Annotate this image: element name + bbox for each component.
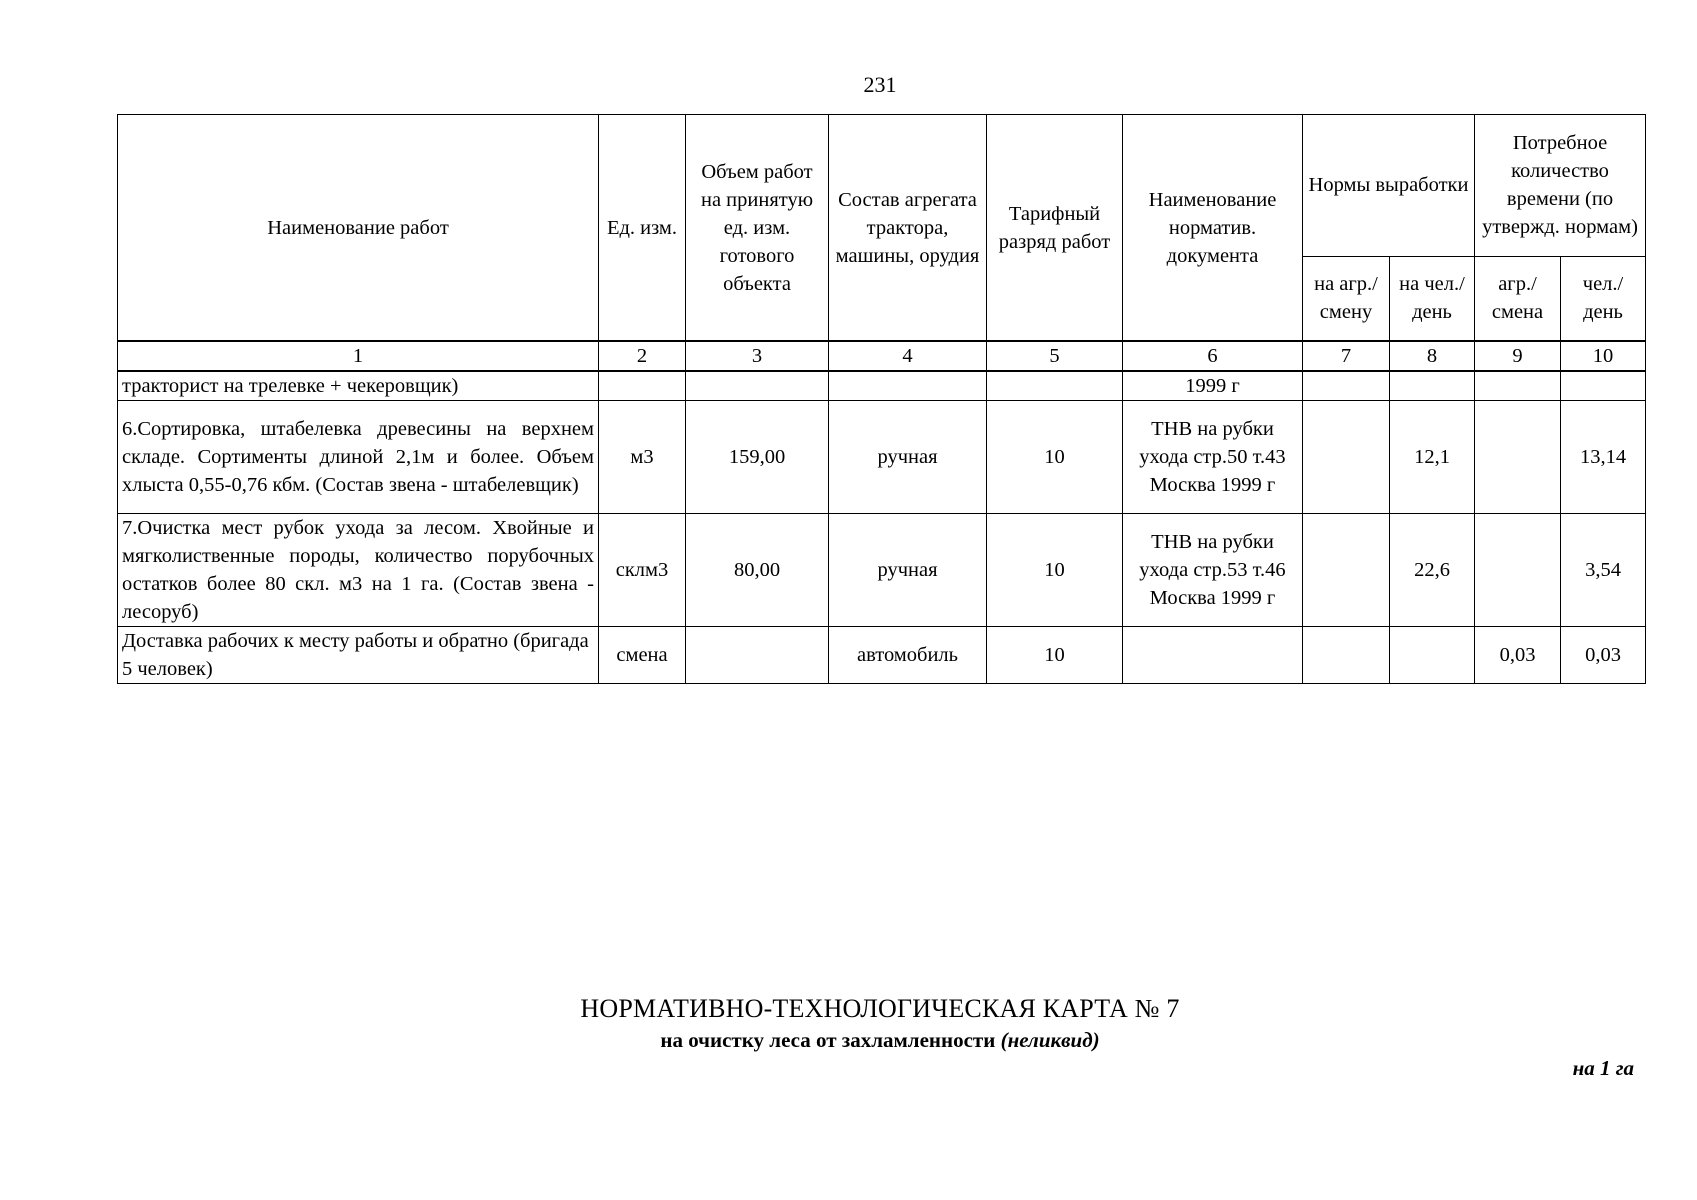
row-grade	[987, 371, 1123, 401]
header-row	[118, 115, 1646, 257]
column-number: 9	[1475, 341, 1561, 371]
header-norm-agr: на агр./ смену	[1303, 256, 1390, 341]
unit-note: на 1 га	[1572, 1056, 1634, 1080]
column-number: 2	[599, 341, 686, 371]
row-norm-agr	[1303, 514, 1390, 627]
column-number-row	[118, 341, 1646, 371]
row-norm-person: 22,6	[1390, 514, 1475, 627]
row-norm-agr	[1303, 401, 1390, 514]
column-number: 10	[1561, 341, 1646, 371]
norms-table	[117, 114, 1646, 684]
row-time-person: 3,54	[1561, 514, 1646, 627]
page-number: 231	[863, 72, 897, 97]
row-document: ТНВ на рубки ухода стр.53 т.46 Москва 1999 г	[1123, 514, 1303, 627]
column-number: 5	[987, 341, 1123, 371]
row-time-person: 0,03	[1561, 627, 1646, 684]
header-norms-group: Нормы выработки	[1303, 115, 1475, 257]
row-norm-agr	[1303, 627, 1390, 684]
header-work-name: Наименование работ	[118, 115, 599, 342]
column-number: 6	[1123, 341, 1303, 371]
row-aggregate	[829, 371, 987, 401]
row-work-name: 6.Сортировка, штабелевка древесины на верхнем складе. Сортименты длиной 2,1м и более. Объем хлыста 0,55-0,76 кбм. (Состав звена - штабелевщик)	[118, 401, 599, 514]
column-number: 3	[686, 341, 829, 371]
row-aggregate: ручная	[829, 514, 987, 627]
header-document: Наименование норматив. документа	[1123, 115, 1303, 342]
card-subtitle	[0, 1028, 1697, 1053]
row-time-agr: 0,03	[1475, 627, 1561, 684]
header-norm-person: на чел./ день	[1390, 256, 1475, 341]
card-subtitle-italic: (неликвид)	[1000, 1028, 1100, 1052]
row-norm-person	[1390, 627, 1475, 684]
row-unit: м3	[599, 401, 686, 514]
header-unit: Ед. изм.	[599, 115, 686, 342]
row-work-name: Доставка рабочих к месту работы и обратно (бригада 5 человек)	[118, 627, 599, 684]
header-time-agr: агр./ смена	[1475, 256, 1561, 341]
row-work-name: 7.Очистка мест рубок ухода за лесом. Хвойные и мягколиственные породы, количество порубочных остатков более 80 скл. м3 на 1 га. (Состав звена - лесоруб)	[118, 514, 599, 627]
row-volume	[686, 627, 829, 684]
row-grade: 10	[987, 627, 1123, 684]
row-time-person: 13,14	[1561, 401, 1646, 514]
header-time-person: чел./ день	[1561, 256, 1646, 341]
row-document: 1999 г	[1123, 371, 1303, 401]
row-norm-agr	[1303, 371, 1390, 401]
row-norm-person: 12,1	[1390, 401, 1475, 514]
row-time-agr	[1475, 514, 1561, 627]
row-time-agr	[1475, 401, 1561, 514]
header-grade: Тарифный разряд работ	[987, 115, 1123, 342]
row-unit: склм3	[599, 514, 686, 627]
row-time-person	[1561, 371, 1646, 401]
column-number: 4	[829, 341, 987, 371]
table-row	[118, 627, 1646, 684]
table-row	[118, 371, 1646, 401]
column-number: 8	[1390, 341, 1475, 371]
row-time-agr	[1475, 371, 1561, 401]
row-grade: 10	[987, 514, 1123, 627]
row-aggregate: автомобиль	[829, 627, 987, 684]
header-time-group: Потребное количество времени (по утвержд. нормам)	[1475, 115, 1646, 257]
row-document: ТНВ на рубки ухода стр.50 т.43 Москва 1999 г	[1123, 401, 1303, 514]
row-unit: смена	[599, 627, 686, 684]
row-unit	[599, 371, 686, 401]
card-title: НОРМАТИВНО-ТЕХНОЛОГИЧЕСКАЯ КАРТА № 7	[580, 994, 1180, 1023]
header-volume: Объем работ на принятую ед. изм. готового объекта	[686, 115, 829, 342]
header-aggregate: Состав агрегата трактора, машины, орудия	[829, 115, 987, 342]
row-volume: 159,00	[686, 401, 829, 514]
row-volume	[686, 371, 829, 401]
row-norm-person	[1390, 371, 1475, 401]
card-subtitle-main: на очистку леса от захламленности	[660, 1028, 996, 1052]
row-work-name: тракторист на трелевке + чекеровщик)	[118, 371, 599, 401]
row-volume: 80,00	[686, 514, 829, 627]
row-grade: 10	[987, 401, 1123, 514]
table-row	[118, 514, 1646, 627]
row-aggregate: ручная	[829, 401, 987, 514]
column-number: 7	[1303, 341, 1390, 371]
table-row	[118, 401, 1646, 514]
column-number: 1	[118, 341, 599, 371]
row-document	[1123, 627, 1303, 684]
